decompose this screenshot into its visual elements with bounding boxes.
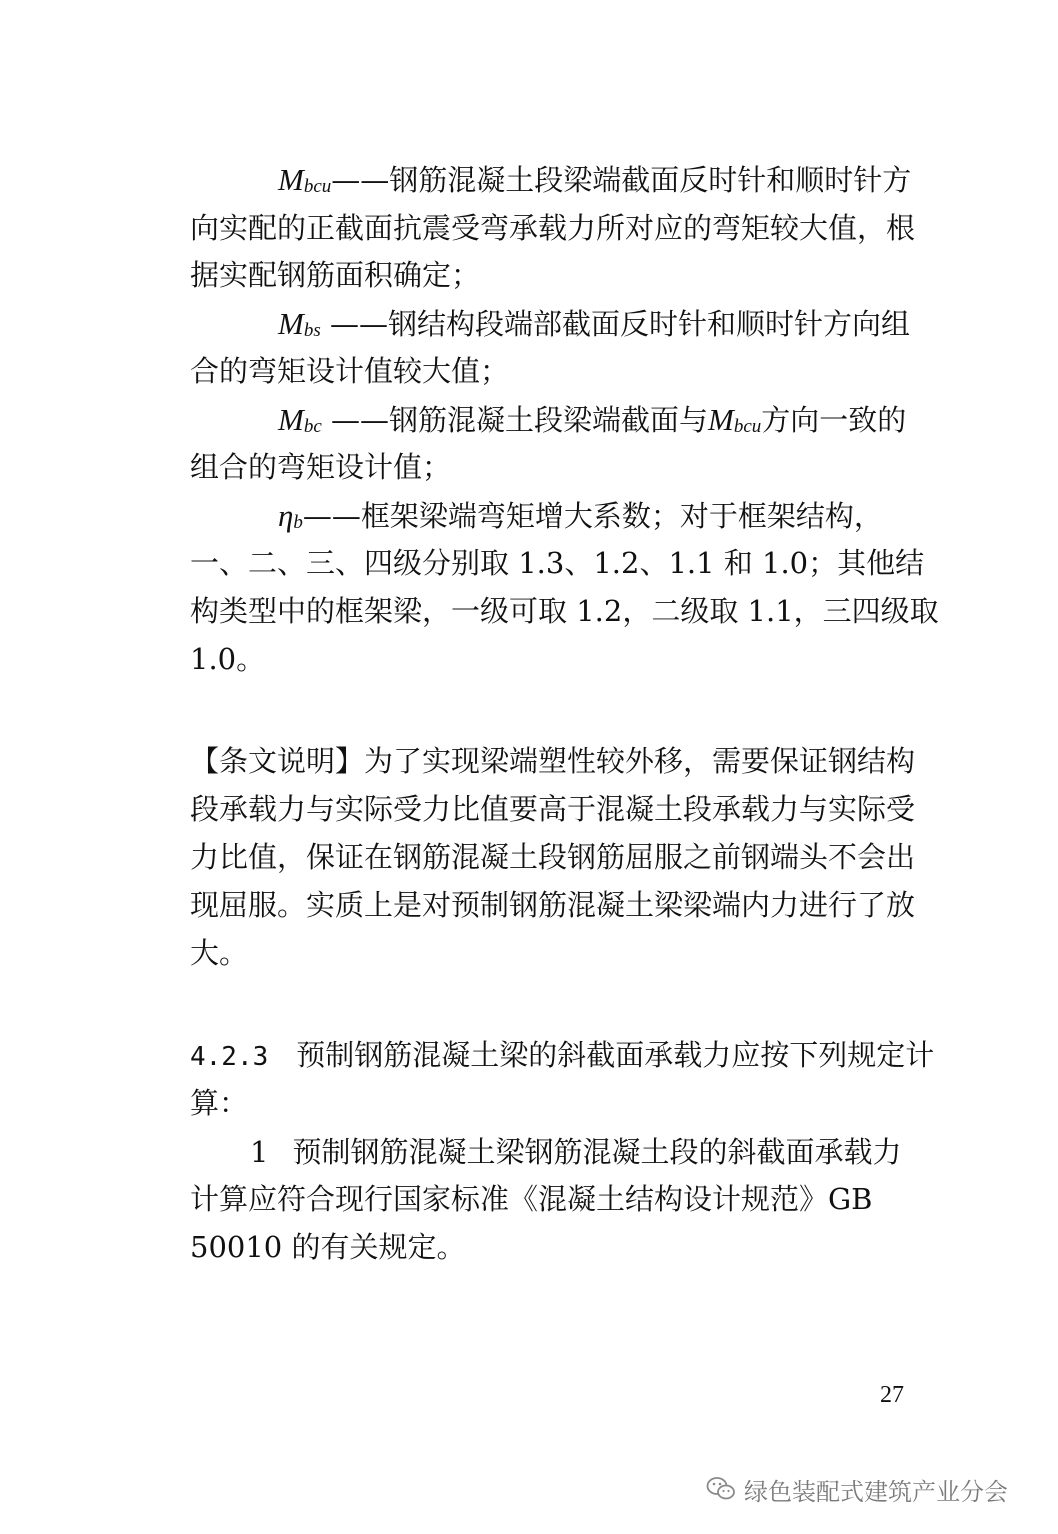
symbol-mbs: $M_{bs}$	[278, 306, 321, 341]
wechat-icon	[706, 1476, 736, 1502]
symbol-mbcu-inline: $M_{bcu}$	[707, 402, 762, 437]
clause-item-1-line2: 计算应符合现行国家标准《混凝土结构设计规范》GB	[190, 1182, 873, 1216]
def-mbcu-line1: $M_{bcu}——$钢筋混凝土段梁端截面反时针和顺时针方	[278, 162, 912, 197]
def-eta-line1: $\eta_b——$框架梁端弯矩增大系数；对于框架结构，	[278, 498, 883, 533]
watermark-text: 绿色装配式建筑产业分会	[744, 1477, 1008, 1506]
def-mbs-line2: 合的弯矩设计值较大值；	[190, 354, 510, 388]
page-number: 27	[880, 1382, 904, 1408]
def-eta-line2: 一、二、三、四级分别取 1.3、1.2、1.1 和 1.0；其他结	[190, 546, 925, 580]
explanation-line5: 大。	[190, 936, 249, 970]
def-eta-line3: 构类型中的框架梁，一级可取 1.2，二级取 1.1，三四级取	[190, 594, 939, 628]
symbol-eta-b: $\eta_b$	[278, 498, 303, 533]
clause-number: 4.2.3	[190, 1042, 269, 1072]
symbol-mbc: $M_{bc}$	[278, 402, 322, 437]
clause-item-1-line3: 50010 的有关规定。	[190, 1230, 466, 1264]
item-number: 1	[250, 1135, 269, 1169]
clause-line2: 算：	[190, 1086, 249, 1120]
symbol-mbcu: $M_{bcu}$	[278, 162, 332, 197]
watermark	[706, 1472, 1046, 1506]
def-mbc-line1: $M_{bc}$ ——钢筋混凝土段梁端截面与$M_{bcu}$方向一致的	[278, 402, 907, 437]
explanation-line1: 【条文说明】为了实现梁端塑性较外移，需要保证钢结构	[190, 744, 916, 778]
def-mbs-line1: $M_{bs}$ ——钢结构段端部截面反时针和顺时针方向组	[278, 306, 910, 341]
clause-heading: 4.2.3 预制钢筋混凝土梁的斜截面承载力应按下列规定计	[190, 1038, 935, 1072]
explanation-line2: 段承载力与实际受力比值要高于混凝土段承载力与实际受	[190, 792, 916, 826]
explanation-line3: 力比值，保证在钢筋混凝土段钢筋屈服之前钢端头不会出	[190, 840, 916, 874]
def-mbcu-line3: 据实配钢筋面积确定；	[190, 258, 481, 292]
def-eta-line4: 1.0。	[190, 642, 266, 676]
def-mbc-line2: 组合的弯矩设计值；	[190, 450, 452, 484]
explanation-line4: 现屈服。实质上是对预制钢筋混凝土梁梁端内力进行了放	[190, 888, 916, 922]
def-mbcu-line2: 向实配的正截面抗震受弯承载力所对应的弯矩较大值，根	[190, 211, 916, 245]
clause-item-1-line1: 1 预制钢筋混凝土梁钢筋混凝土段的斜截面承载力	[250, 1135, 902, 1169]
